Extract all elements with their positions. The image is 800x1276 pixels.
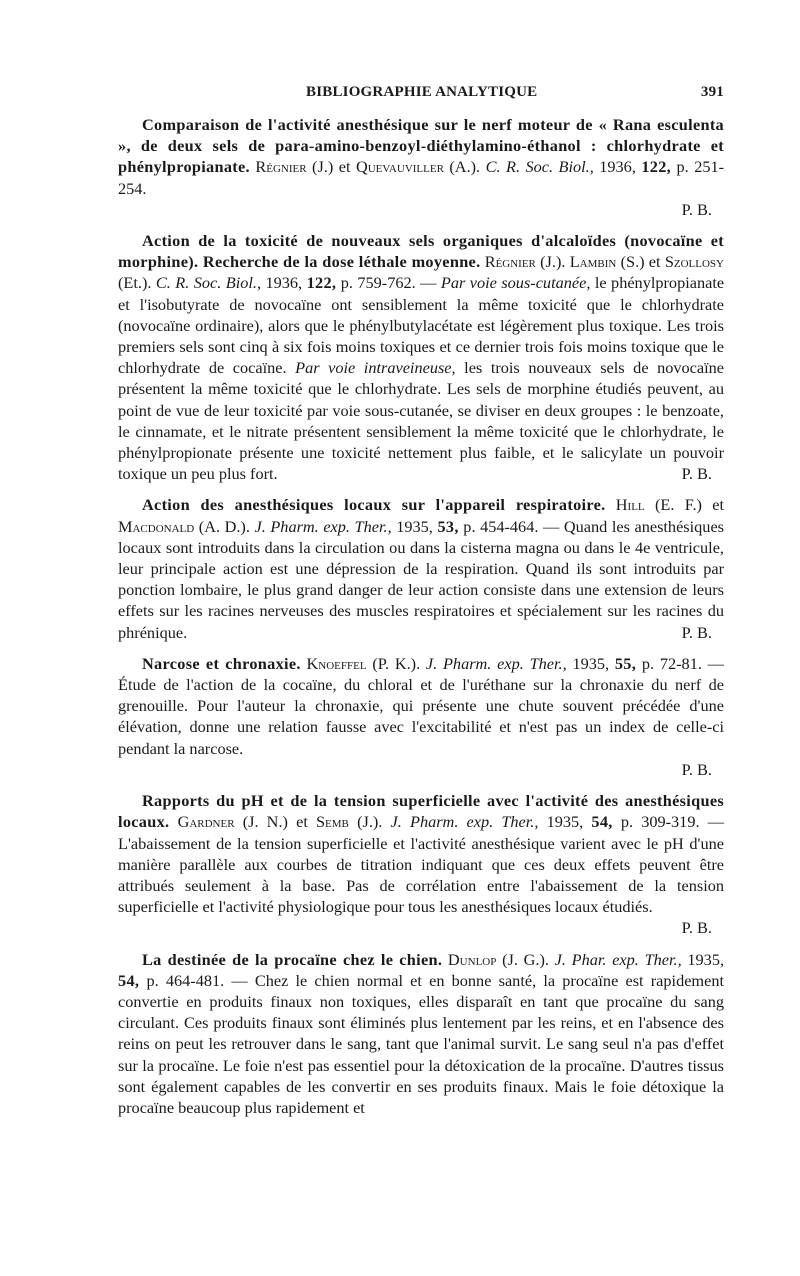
year: 1936, — [265, 273, 303, 293]
journal-name: C. R. Soc. Biol., — [155, 273, 262, 293]
author-initials: (P. K.). — [372, 653, 421, 673]
author-name: Régnier — [255, 157, 307, 177]
emphasis: Par voie sous-cutanée, — [440, 273, 591, 293]
abstract-text: — L'abaissement de la tension superficielle et l'activité anesthésique varient avec le pH d'une manière parallèle aux courbes de titration indiquant que ces deux effets peuvent être attribués seulement à la base. Pas de corrélation entre l'abaissement de la tension superficielle et l'activité physiologique pour tous les anesthésiques locaux étudiés. — [118, 812, 724, 917]
author-initials: (A.). — [449, 157, 481, 177]
abstract-text: — Étude de l'action de la cocaïne, du chloral et de l'uréthane sur la chronaxie du nerf de grenouille. Pour l'auteur la chronaxie, qui présente une chute souvent précédée d'une élévation, donne une relation fausse avec l'excitabilité et n'est pas un index de celle-ci pendant la narcose. — [118, 653, 724, 758]
author-name: Dunlop — [447, 949, 497, 969]
bibliography-entry — [118, 230, 724, 484]
page-range: p. 454-464. — [463, 516, 539, 536]
entry-title: Rapports du pH et de la tension superficielle avec l'activité des anesthésiques locaux. — [118, 791, 724, 832]
volume: 122, — [641, 157, 672, 177]
entry-title: La destinée de la procaïne chez le chien. — [142, 949, 443, 969]
bibliography-entry — [118, 494, 724, 642]
running-title: BIBLIOGRAPHIE ANALYTIQUE — [306, 84, 538, 100]
entry-title: Comparaison de l'activité anesthésique sur le nerf moteur de « Rana esculenta », de deux sels de para-amino-benzoyl-diéthylamino-éthanol : chlorhydrate et phénylpropianate. — [118, 115, 724, 177]
author-initials: (J.). — [540, 252, 566, 272]
page-range: p. 759-762. — — [340, 273, 437, 293]
journal-name: C. R. Soc. Biol., — [485, 157, 594, 177]
abstract-text: — Quand les anesthésiques locaux sont introduits dans la circulation ou dans la cisterna magna ou dans le 4e ventricule, leur principale action est une dépression de la respiration. Quand ils sont introduits par ponction lombaire, le plus grand danger de leur action consiste dans une extension de leurs effets sur les racines nerveuses des muscles respiratoires et spécialement sur les racines du phrénique. — [118, 516, 725, 642]
signature: P. B. — [681, 622, 712, 642]
author-initials: (J.) et — [312, 157, 351, 177]
author-name: Macdonald — [118, 516, 195, 536]
signature: P. B. — [681, 759, 712, 779]
year: 1935, — [687, 949, 725, 969]
author-name: Szollosy — [664, 252, 724, 272]
journal-name: J. Pharm. exp. Ther., — [254, 516, 392, 536]
year: 1935, — [572, 653, 610, 673]
author-initials: (A. D.). — [198, 516, 250, 536]
document-page — [118, 84, 724, 1128]
year: 1935, — [546, 812, 584, 832]
page-range: p. 251-254. — [118, 157, 725, 198]
bibliography-entry — [118, 114, 724, 220]
abstract-text: les trois nouveaux sels de novocaïne présentent la même toxicité que le chlorhydrate. Les sels de morphine étudiés peuvent, au point de vue de leur toxicité par voie sous-cutanée, se diviser en deux groupes : le benzoate, le cinnamate, et le nitrate présentent sensiblement la même toxicité que le chlorhydrate, le phénylpropionate présente une toxicité nettement plus faible, et le salicylate un pouvoir toxique un peu plus fort. — [118, 358, 725, 484]
emphasis: Par voie intraveineuse, — [295, 358, 456, 378]
author-name: Gardner — [177, 812, 235, 832]
signature: P. B. — [681, 464, 712, 484]
signature: P. B. — [681, 918, 712, 938]
bibliography-entry — [118, 790, 724, 938]
author-initials: (J. G.). — [502, 949, 549, 969]
bibliography-entry — [118, 949, 724, 1119]
author-initials: (E. F.) et — [654, 495, 724, 515]
volume: 53, — [437, 516, 459, 536]
entry-title: Narcose et chronaxie. — [142, 653, 301, 673]
author-initials: (J. N.) et — [242, 812, 308, 832]
author-name: Knoeffel — [306, 653, 367, 673]
author-initials: (Et.). — [118, 273, 152, 293]
author-name: Lambin — [569, 252, 617, 272]
journal-name: J. Phar. exp. Ther., — [554, 949, 682, 969]
volume: 54, — [118, 970, 140, 990]
entry-title: Action de la toxicité de nouveaux sels organiques d'alcaloïdes (novocaïne et morphine). Recherche de la dose léthale moyenne. — [118, 231, 724, 272]
author-initials: (S.) et — [620, 252, 661, 272]
author-name: Semb — [316, 812, 349, 832]
author-name: Quevauviller — [355, 157, 444, 177]
volume: 54, — [591, 812, 613, 832]
bibliography-entry — [118, 653, 724, 780]
volume: 122, — [306, 273, 337, 293]
journal-name: J. Pharm. exp. Ther., — [390, 812, 539, 832]
journal-name: J. Pharm. exp. Ther., — [425, 653, 567, 673]
volume: 55, — [614, 653, 637, 673]
abstract-text: — Chez le chien normal et en bonne santé, la procaïne est rapidement convertie en produits finaux non toxiques, elles disparaît en tant que procaïne du sang circulant. Ces produits finaux sont éliminés plus lentement par les reins, et en l'absence des reins on peut les retrouver dans le sang, tant que l'animal survit. Le sang seul n'a pas d'effet sur la procaïne. Le foie n'est pas essentiel pour la détoxication de la procaïne. D'autres tissus sont également capables de les convertir en ses produits finaux. Mais le foie détoxique la procaïne beaucoup plus rapidement et — [118, 970, 724, 1117]
abstract-text: le phénylpropianate et l'isobutyrate de novocaïne ont sensiblement la même toxicité que le chlorhydrate (novocaïne ordinaire), alors que le phénylbutylacétate est légèrement plus toxique. Les trois premiers sels sont cinq à six fois moins toxiques et ce dernier trois fois moins toxique que le chlorhydrate de cocaïne. — [118, 273, 725, 378]
entry-title: Action des anesthésiques locaux sur l'appareil respiratoire. — [142, 495, 606, 515]
page-range: p. 72-81. — [641, 653, 702, 673]
author-name: Régnier — [484, 252, 536, 272]
page-range: p. 309-319. — [620, 812, 700, 832]
page-range: p. 464-481. — [146, 970, 225, 990]
year: 1935, — [396, 516, 433, 536]
year: 1936, — [599, 157, 636, 177]
author-initials: (J.). — [357, 812, 383, 832]
signature: P. B. — [681, 199, 712, 219]
author-name: Hill — [615, 495, 645, 515]
running-header — [118, 84, 724, 108]
page-number: 391 — [700, 84, 724, 100]
